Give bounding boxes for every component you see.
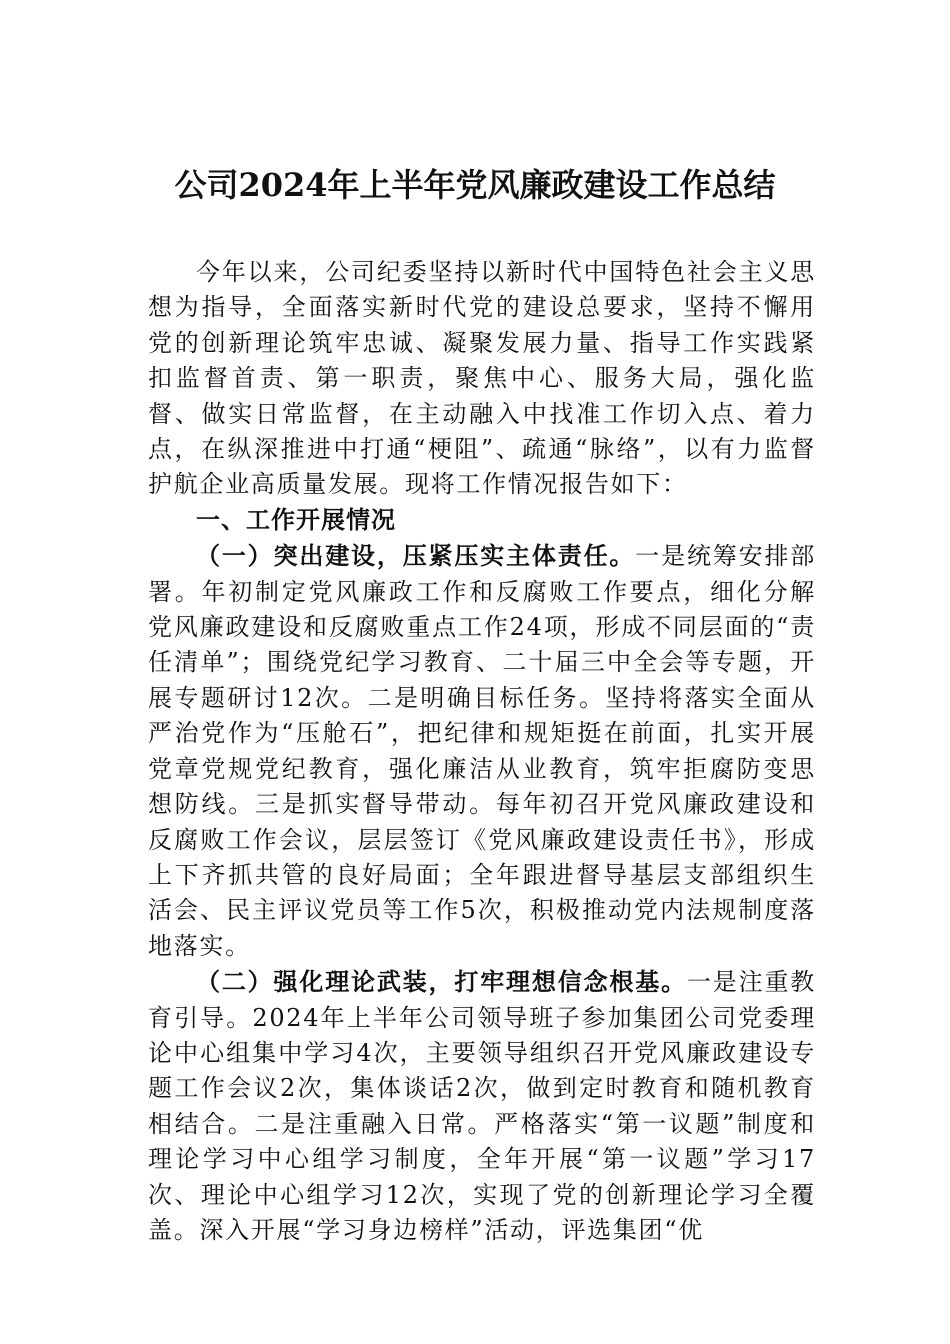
paragraph-theory <box>148 964 816 1248</box>
document-title: 公司2024年上半年党风廉政建设工作总结 <box>174 166 776 204</box>
document-body <box>148 255 816 1248</box>
paragraph-body-responsibility: 一是统筹安排部署。年初制定党风廉政工作和反腐败工作要点，细化分解党风廉政建设和反腐败重点工作24项，形成不同层面的“责任清单”；围绕党纪学习教育、二十届三中全会等专题，开展专题研讨12次。二是明确目标任务。坚持将落实全面从严治党作为“压舱石”，把纪律和规矩挺在前面，扎实开展党章党规党纪教育，强化廉洁从业教育，筑牢拒腐防变思想防线。三是抓实督导带动。每年初召开党风廉政建设和反腐败工作会议，层层签订《党风廉政建设责任书》，形成上下齐抓共管的良好局面；全年跟进督导基层支部组织生活会、民主评议党员等工作5次，积极推动党内法规制度落地落实。 <box>148 542 816 960</box>
paragraph-lead-theory: （二）强化理论武装，打牢理想信念根基。 <box>196 967 687 997</box>
intro-paragraph: 今年以来，公司纪委坚持以新时代中国特色社会主义思想为指导，全面落实新时代党的建设总要求，坚持不懈用党的创新理论筑牢忠诚、凝聚发展力量、指导工作实践紧扣监督首责、第一职责，聚焦中心、服务大局，强化监督、做实日常监督，在主动融入中找准工作切入点、着力点，在纵深推进中打通“梗阻”、疏通“脉络”，以有力监督护航企业高质量发展。现将工作情况报告如下： <box>148 258 816 499</box>
paragraph-responsibility <box>148 538 816 964</box>
paragraph-body-theory: 一是注重教育引导。2024年上半年公司领导班子参加集团公司党委理论中心组集中学习4次，主要领导组织召开党风廉政建设专题工作会议2次，集体谈话2次，做到定时教育和随机教育相结合。二是注重融入日常。严格落实“第一议题”制度和理论学习中心组学习制度，全年开展“第一议题”学习17次、理论中心组学习12次，实现了党的创新理论学习全覆盖。深入开展“学习身边榜样”活动，评选集团“优 <box>148 968 816 1244</box>
section-heading-work-status: 一、工作开展情况 <box>196 505 396 534</box>
paragraph-lead-responsibility: （一）突出建设，压紧压实主体责任。 <box>196 541 636 571</box>
